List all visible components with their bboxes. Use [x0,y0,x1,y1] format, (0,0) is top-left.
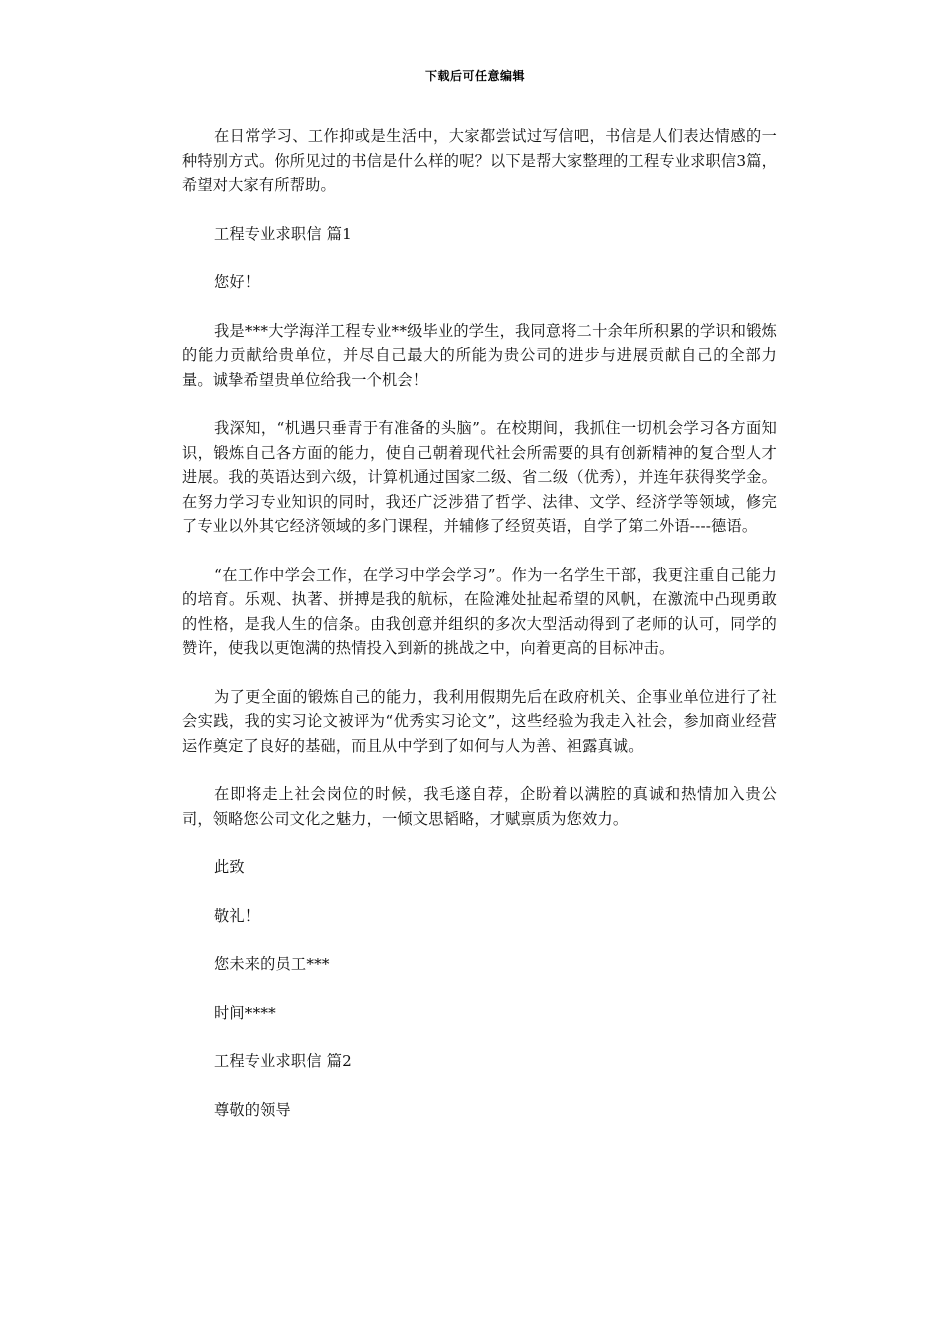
intro-paragraph: 在日常学习、工作抑或是生活中，大家都尝试过写信吧，书信是人们表达情感的一种特别方式。你所见过的书信是什么样的呢？以下是帮大家整理的工程专业求职信3篇，希望对大家有所帮助。 [182,127,777,194]
letter-1-paragraph-intro: 我是***大学海洋工程专业**级毕业的学生，我同意将二十余年所积累的学识和锻炼的能力贡献给贵单位，并尽自己最大的所能为贵公司的进步与进展贡献自己的全部力量。诚挚希望贵单位给我一个机会！ [182,321,777,389]
letter-2-greeting: 尊敬的领导 [214,1100,291,1119]
letter-1-signature: 您未来的员工*** [214,955,330,973]
letter-1-regards: 敬礼！ [214,906,261,925]
page-header: 下载后可任意编辑 [424,69,525,83]
document-body [182,124,777,1146]
letter-1-title: 工程专业求职信 篇1 [214,224,352,243]
letter-1-greeting: 您好！ [214,273,261,291]
letter-1-paragraph-practice: 为了更全面的锻炼自己的能力，我利用假期先后在政府机关、企事业单位进行了社会实践，我的实习论文被评为“优秀实习论文”，这些经验为我走入社会，参加商业经营运作奠定了良好的基础，而且从中学到了如何与人为善、袒露真诚。 [182,687,777,755]
letter-1-paragraph-closing: 在即将走上社会岗位的时候，我毛遂自荐，企盼着以满腔的真诚和热情加入贵公司，领略您公司文化之魅力，一倾文思韬略，才赋禀质为您效力。 [182,785,777,828]
letter-1-paragraph-ability: “在工作中学会工作，在学习中学会学习”。作为一名学生干部，我更注重自己能力的培育。乐观、执著、拼搏是我的航标，在险滩处扯起希望的风帆，在激流中凸现勇敢的性格，是我人生的信条。由我创意并组织的多次大型活动得到了老师的认可，同学的赞许，使我以更饱满的热情投入到新的挑战之中，向着更高的目标冲击。 [182,565,777,657]
letter-1-paragraph-study: 我深知，“机遇只垂青于有准备的头脑”。在校期间，我抓住一切机会学习各方面知识，锻炼自己各方面的能力，使自己朝着现代社会所需要的具有创新精神的复合型人才进展。我的英语达到六级，计算机通过国家二级、省二级（优秀），并连年获得奖学金。在努力学习专业知识的同时，我还广泛涉猎了哲学、法律、文学、经济学等领域，修完了专业以外其它经济领域的多门课程，并辅修了经贸英语，自学了第二外语----德语。 [182,419,777,535]
letter-1-salutation: 此致 [214,858,245,876]
letter-1-date: 时间**** [214,1003,276,1022]
letter-2-title: 工程专业求职信 篇2 [214,1052,352,1070]
